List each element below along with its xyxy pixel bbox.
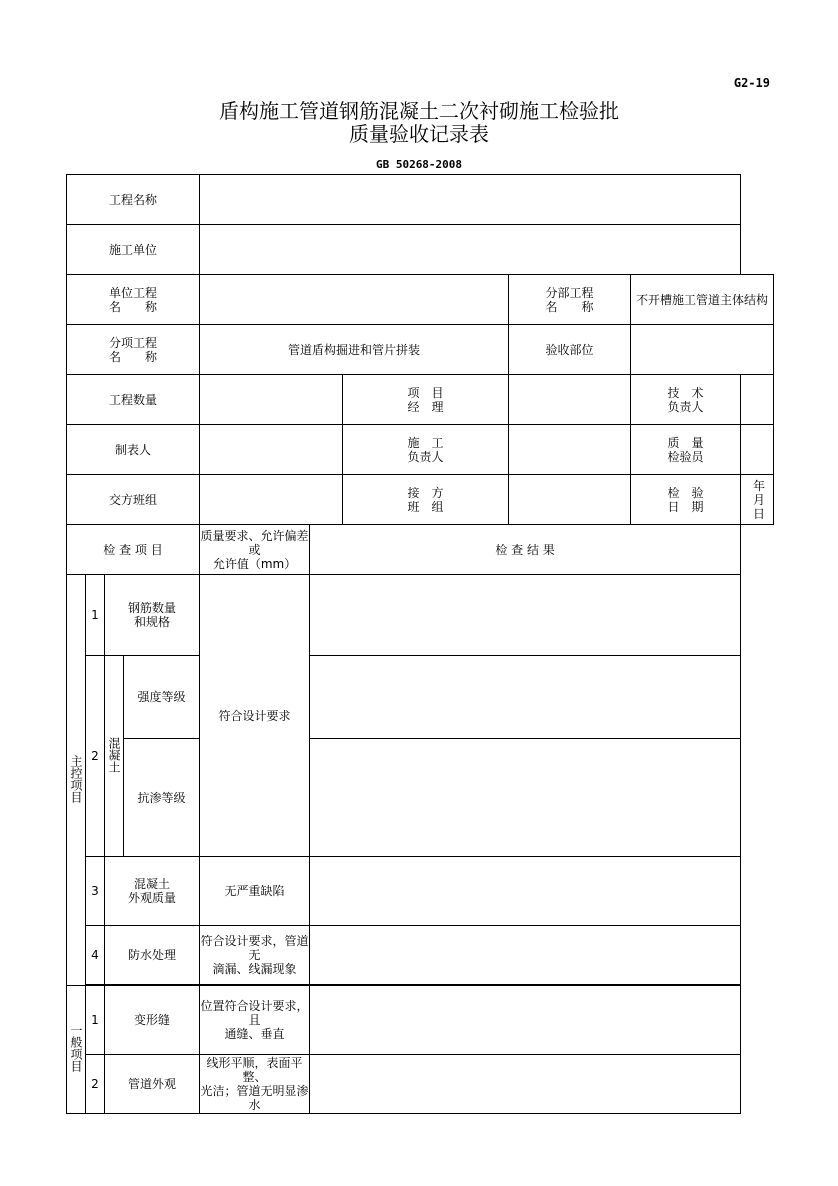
main-result-4[interactable] (310, 926, 741, 985)
col-header-item: 检 查 项 目 (67, 525, 200, 575)
main-item-name-3-line-2: 外观质量 (128, 891, 177, 905)
unit-project-label (67, 275, 200, 325)
col-header-requirement-1: 质量要求、允许偏差或 (200, 528, 309, 557)
contractor-label: 施工单位 (67, 225, 200, 275)
main-item-name-1 (105, 575, 200, 656)
handover-field[interactable] (200, 475, 343, 525)
handover-label: 交方班组 (67, 475, 200, 525)
receiver-label-2: 班 组 (407, 499, 444, 514)
check-date-label (631, 475, 741, 525)
preparer-label: 制表人 (67, 425, 200, 475)
col-header-result: 检 查 结 果 (310, 525, 741, 575)
general-item-no-1: 1 (86, 986, 105, 1055)
main-result-1[interactable] (310, 575, 741, 656)
general-item-name-2: 管道外观 (105, 1055, 200, 1114)
general-requirement-1 (200, 986, 310, 1055)
site-manager-field[interactable] (509, 425, 631, 475)
check-date-field[interactable]: 年 月 日 (741, 475, 774, 525)
general-requirement-2-line-1: 线形平顺，表面平整、 (206, 1056, 303, 1084)
quantity-field[interactable] (200, 375, 343, 425)
main-result-3[interactable] (310, 857, 741, 926)
subitem-label-1: 分项工程 (109, 335, 158, 350)
main-result-2b[interactable] (310, 739, 741, 857)
main-item-name-3 (105, 857, 200, 926)
general-result-2[interactable] (310, 1055, 741, 1114)
general-result-1[interactable] (310, 986, 741, 1055)
main-item-name-1-line-2: 和规格 (134, 615, 171, 629)
main-item-strength-grade: 强度等级 (124, 656, 200, 739)
quantity-label: 工程数量 (67, 375, 200, 425)
main-control-group-label: 主控项目 (67, 575, 86, 986)
main-result-2a[interactable] (310, 656, 741, 739)
main-item-name-4: 防水处理 (105, 926, 200, 985)
division-label-1: 分部工程 (545, 285, 594, 300)
acceptance-part-field[interactable] (631, 325, 774, 375)
contractor-field[interactable] (200, 225, 741, 275)
main-shared-requirement: 符合设计要求 (200, 575, 310, 857)
general-requirement-2 (200, 1055, 310, 1114)
division-value[interactable]: 不开槽施工管道主体结构 (631, 275, 774, 325)
main-item-name-1-line-1: 钢筋数量 (128, 601, 177, 615)
general-group-label: 一般项目 (67, 986, 86, 1114)
unit-project-label-1: 单位工程 (109, 285, 158, 300)
subitem-label (67, 325, 200, 375)
general-requirement-1-line-2: 通缝、垂直 (224, 1027, 285, 1041)
main-item-name-3-line-1: 混凝土 (134, 877, 171, 891)
pm-label (343, 375, 509, 425)
division-label (509, 275, 631, 325)
acceptance-part-label: 验收部位 (509, 325, 631, 375)
form-code: G2-19 (733, 76, 770, 90)
main-requirement-3: 无严重缺陷 (200, 857, 310, 926)
tech-label (631, 375, 741, 425)
project-name-field[interactable] (200, 175, 741, 225)
general-item-no-2: 2 (86, 1055, 105, 1114)
concrete-sub-label: 混凝土 (105, 656, 124, 857)
receiver-label-1: 接 方 (407, 485, 444, 500)
main-requirement-4-line-1: 符合设计要求，管道无 (200, 934, 309, 962)
title-line-2: 质量验收记录表 (349, 122, 489, 146)
subitem-label-2: 名 称 (109, 349, 158, 364)
pm-label-1: 项 目 (407, 385, 444, 400)
main-item-no-2: 2 (86, 656, 105, 857)
inspector-label (631, 425, 741, 475)
inspector-label-2: 检验员 (667, 449, 704, 464)
unit-project-field[interactable] (200, 275, 509, 325)
division-label-2: 名 称 (545, 299, 594, 314)
site-manager-label-1: 施 工 (407, 435, 444, 450)
inspection-record-table (66, 174, 778, 1114)
unit-project-label-2: 名 称 (109, 299, 158, 314)
main-requirement-4-line-2: 滴漏、线漏现象 (212, 962, 297, 976)
pm-label-2: 经 理 (407, 399, 444, 414)
inspector-field[interactable] (741, 425, 774, 475)
preparer-field[interactable] (200, 425, 343, 475)
general-item-name-1: 变形缝 (105, 986, 200, 1055)
col-header-requirement (200, 525, 310, 575)
main-item-impermeability-grade: 抗渗等级 (124, 739, 200, 857)
main-item-no-3: 3 (86, 857, 105, 926)
general-requirement-1-line-1: 位置符合设计要求，且 (200, 999, 309, 1027)
project-name-label: 工程名称 (67, 175, 200, 225)
check-date-label-2: 日 期 (667, 499, 704, 514)
check-date-label-1: 检 验 (667, 485, 704, 500)
site-manager-label-2: 负责人 (407, 449, 444, 464)
inspector-label-1: 质 量 (667, 435, 704, 450)
tech-field[interactable] (741, 375, 774, 425)
main-requirement-4 (200, 926, 310, 985)
receiver-label (343, 475, 509, 525)
main-item-no-1: 1 (86, 575, 105, 656)
tech-label-1: 技 术 (667, 385, 704, 400)
general-requirement-2-line-2: 光洁；管道无明显渗水 (200, 1084, 309, 1112)
col-header-requirement-2: 允许值（mm） (212, 556, 297, 571)
tech-label-2: 负责人 (667, 399, 704, 414)
form-title (0, 100, 838, 146)
main-item-no-4: 4 (86, 926, 105, 985)
standard-code: GB 50268-2008 (375, 158, 463, 171)
title-line-1: 盾构施工管道钢筋混凝土二次衬砌施工检验批 (219, 99, 619, 123)
pm-field[interactable] (509, 375, 631, 425)
receiver-field[interactable] (509, 475, 631, 525)
subitem-value[interactable]: 管道盾构掘进和管片拼装 (200, 325, 509, 375)
site-manager-label (343, 425, 509, 475)
